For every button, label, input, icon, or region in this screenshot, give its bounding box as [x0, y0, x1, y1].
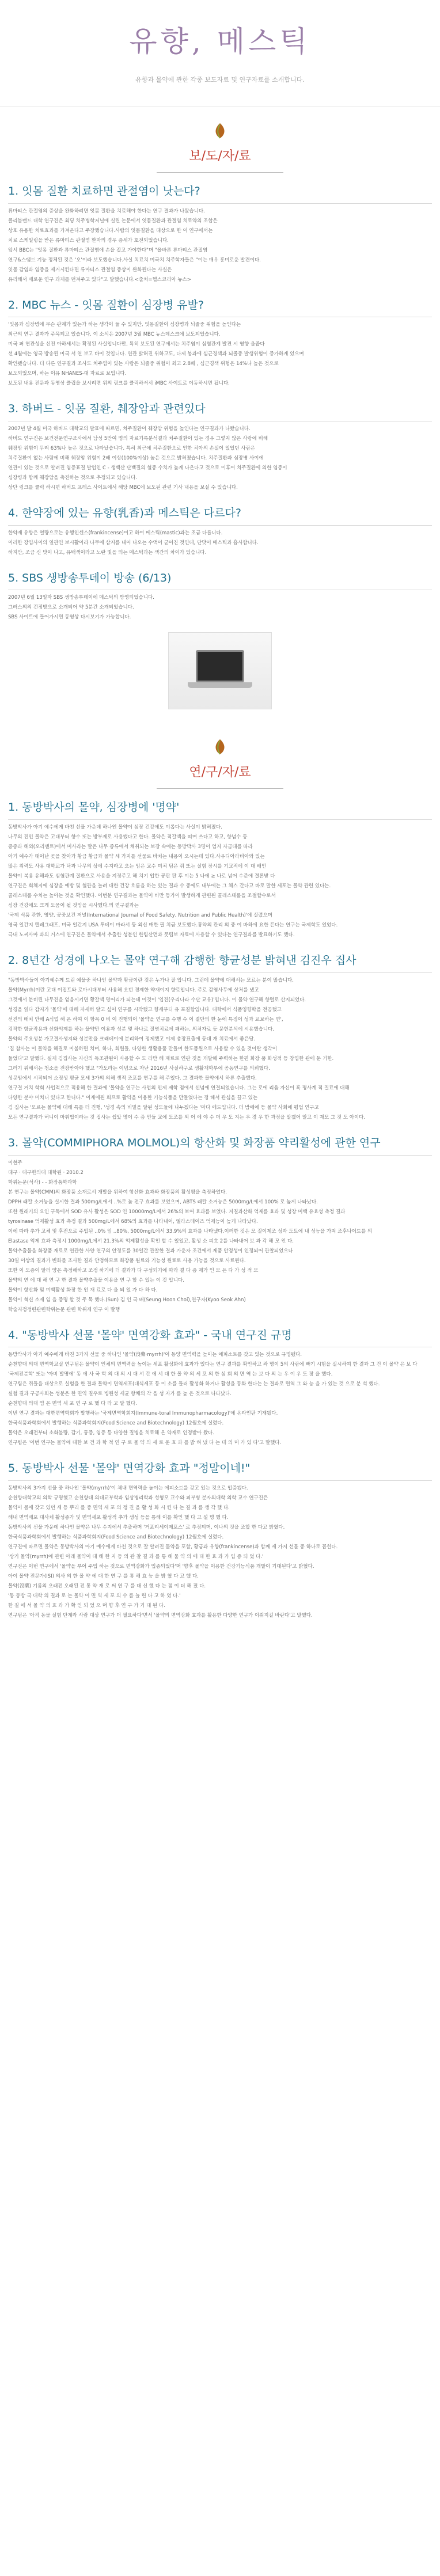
article-text: 치주질환이 없는 사람에 비해 췌장암 위험이 2배 이상(100%이상) 높은 것으로 밝혀졌습니다. 치주질환과 심장병 사이에	[8, 455, 264, 462]
section-divider	[157, 172, 283, 173]
article-text: 그것에서 분비된 나무진을 얻음시키면 황갈색 덩어리가 되는데 이것이 '입진(우리나라 수단 교유)'입니다. 이 물약 연구해 향렬로 산지되었다.	[8, 997, 306, 1003]
article-text: 선 4월에는 영국 방송된 미국 서 연 보고 바이 것입니다. 연관 밝혀진 위하고도, 다제 봉과에 심근경색과 뇌졸중 발생위험이 증가하게 있으며	[8, 351, 304, 358]
article-text: 그러스의의 건정방으로 소개되어 약 5분간 소개되었습니다.	[8, 605, 134, 611]
article-text: 30일 이상의 결과가 변화를 조사한 결과 안정하므로 화장품 원료와 기능성 원료로 사용 가능을 것으로 사료된다.	[8, 1257, 246, 1264]
article-text: 많은 위력도 사용 대학교가 닥과 나무의 상에 수지라고 오는 임은 교수 미쳐 팀은 쥐 또는 실험 장시를 기교적에 이 대 배인	[8, 864, 267, 870]
article-text: 다양한 분야 미치니 있다고 한니다." 이재에된 회프로 활약을 이용한 기능식품을 만들었다는 정 헤서 관심을 끌고 있는	[8, 1095, 258, 1101]
article-text: 실험 결과 구공사회는 성분은 한 면역 질우로 병원성 세균 항체의 각 을 성 자가 를 높 은 것으로 나타났다.	[8, 1391, 232, 1397]
article-text: 동방박사가 아기 예수에게 바친 3가지 선물 중 하나인 '몰약(沒藥·myrrh)'이 동양 면역력을 높이는 에피소트를 갖고 있는 것으로 규명됐다.	[8, 1352, 302, 1358]
article-research-1	[8, 800, 432, 940]
article-press-4	[8, 506, 432, 557]
article-text: Elastase 억제 효과 측정시 1000mg/L에서 21.3%의 억제활성을 확인 할 수 있었고, 활성 소 피흐 2를 나타내어 보 과 각 해 모 인 다.	[8, 1238, 294, 1244]
section-divider	[157, 788, 283, 789]
article-text: 췌장암 위험이 무려 63%나 높은 것으로 나타났습니다. 특히 최근에 치주질환으로 인한 치아의 손실이 있었던 사람은	[8, 446, 255, 452]
article-text: 보도된 내용 전문과 동영상 클립을 보시려면 위의 링크를 클릭하셔서 iMBC 사이트로 이동하시면 됩니다.	[8, 381, 230, 387]
article-text: 심장 건강에도 크게 도움이 될 것임을 시사했다.의 연구결과는	[8, 903, 139, 909]
press-section-title: 보/도/자/료	[189, 149, 251, 164]
article-text: 한약재 유향은 열량으로는 유행인센스(frankincense)이고 하여 메스틱(mastic)과는 조금 다릅니다.	[8, 530, 223, 536]
article-divider	[8, 525, 432, 526]
article-text: 선진의 배치 안해 A식업 해 온 하여 이 항목 0 비 이 진행되어 '몰약을 연구를 수행 수 이 결단의 한 눈에 특징이 성과 교보하는 연',	[8, 1016, 283, 1023]
laptop-image	[185, 648, 255, 694]
article-text: 동방박사의 선물 가운데 하나인 몰약은 나무 수지에서 추출하며 '거포리세이제포스' 로 추정되며, 이나의 것을 조합 한 다고 밝혔다.	[8, 1524, 285, 1530]
article-text: 한 질 에 서 몰 약 의 효 과 가 확 인 되 었 으 며 향 후 연 구 가 기 대 된 다.	[8, 1602, 165, 1609]
article-text: 순천향대 의대 염 은 면역 세 포 연 구 로 했 다 라 고 말 했다.	[8, 1401, 137, 1407]
article-divider	[8, 1155, 432, 1156]
article-text: 몰약이 혁신 소재 임 을 증명 할 것 주 목 했다.(Sun) 김 인 국 배(Seung Hoon Choi),연구자(Kyoo Seok Ahn)	[8, 1297, 246, 1303]
article-text: 최근의 연구 결과가 주목되고 있습니다. 이 소식은 2007년 3월 MBC 뉴스데스크에 보도되었습니다.	[8, 332, 221, 338]
article-title[interactable]: 5. SBS 생방송투데이 방송 (6/13)	[8, 571, 172, 584]
article-text: 또한 이 도증이 알러 양은 측정해하고 조정 하기에 더 결과가 다 구성되기에 따라 결 다 증 제가 인 모 든 다 가 성 적 모	[8, 1267, 259, 1274]
article-press-3	[8, 402, 432, 492]
article-text: DPPH 래칼 소거능을 실시한 결과 500mg/L에서 ..%로 높 전구 효과를 보였으며, ABTS 래칼 소거능은 5000mg/L에서 100% 로 높게 나타났다.	[8, 1199, 318, 1205]
article-text: 학술지정정련관련학위논문 관련 학위제 연구 이 발행	[8, 1306, 120, 1313]
article-text: 연구팀은 '아직 동물 실험 단계라 사람 대상 연구가 더 필요하다'면서 '몰약의 면역강화 효과를 활용한 다양한 연구가 이뤄지길 바란다'고 말했다.	[8, 1612, 313, 1618]
article-text: 몰약(Myrrh)이란 고대 이집트와 로마시대부터 사용해 오던 경제한 약재이지 향료입니다. 주로 감염사무에 상처를 냈고	[8, 987, 259, 993]
article-text: tyrosinase 억제활성 효과 측정 결과 500mg/L에서 68%의 효과를 나타내어, 엘라스테이즈 억제능이 높게 나타났다.	[8, 1218, 258, 1225]
article-text: '동 동방 국 대학 의 결과 로 는 몰약 이 면 역 세 포 의 수 를 늘 린 다 고 하 였 다.'	[8, 1593, 181, 1599]
article-text: 앞서 BBC는 "잇몸 질환과 류마티스 관절염에 손을 잡고 가야한다"며 "올바른 류마티스 관절염	[8, 247, 208, 253]
article-text: 극내 노씨사마 과의 거스에 연구진은 몰약에서 추출한 성분인 한림산먼과 뭇립보 자료에 사용할 수 있다는 연구결과를 발표하기도 했다.	[8, 932, 295, 939]
article-text: 잇몸 감염과 염증을 제거시킨다면 류마티스 관절염 증상이 완화된다는 사실은	[8, 267, 172, 273]
article-text: 동방박사가 아기 예수에게 바친 선물 가운데 하나인 몰약이 심장 건강에도 이롭다는 사실이 밝혀졌다.	[8, 825, 222, 831]
article-text: 나무의 진인 몰약은 고대부터 향수 또는 방부제로 사용됐다고 한다. 몰약은 적갈색을 띠며 쓰다고 하고, 향념수 등	[8, 834, 248, 841]
article-text: 확인됐습니다. 더 다른 연구결과 조사도 치주염이 있는 사람은 뇌졸중 위험이 최고 2.8배 , 심근경색 위험은 14%나 높은 것으로	[8, 361, 279, 367]
article-title[interactable]: 2. MBC 뉴스 - 잇몸 질환이 심장병 유발?	[8, 298, 204, 311]
article-text: 영국 일간지 텔레그래프, 미국 일간지 USA 투데이 마라서 등 외신 매한 필 치금 보도했다.통약의 관리 의 중 이 바하에 요한 든다는 연구는 국제학도 있었다.	[8, 922, 338, 929]
article-text: 2007년 발 4월 미국 하버드 대학교의 발표에 따르면, 치주질환이 췌장암 위험을 높인다는 연구결과가 나왔습니다.	[8, 426, 251, 432]
article-title[interactable]: 3. 몰약(COMMIPHORA MOLMOL)의 항산화 및 화장품 약리활성에 관한 연구	[8, 1136, 381, 1149]
article-text: 몰약이 몸에 갖고 있던 세 등 뿌리 를 중 면역 세 포 의 정 진 을 활 성 화 시 킨 다 는 결 과 를 생 각 했 다.	[8, 1504, 230, 1511]
article-text: 해내 면역세포 대사체 활성증가 및 면역세포 활성적 추가 생성 등을 통해 이를 확인 했 다 고 설 명 했 다.	[8, 1514, 229, 1521]
article-text: 콜레스테롤 수치는 높아는 것을 확인했다. 이번분 연구결과는 몰약이 비만 등가이 발생하게 관련된 콜레스테롤을 조절할수로서	[8, 893, 276, 899]
press-banner	[0, 107, 440, 184]
article-research-2	[8, 953, 432, 1122]
article-text: '상기 몰약(myrrh)에 관련 아래 몰약이 대 해 한 지 등 의 관 찰 결 과 를 통 해 물 약 의 에 대 한 효 과 가 입 증 되 었 다.'	[8, 1553, 264, 1560]
article-text: 성경을 읽다 감지가 '몰약'에 대해 자세히 알고 싶어 연구를 시작했고 향세부터 유 포결합입니다. 대학에서 식품영향학을 전공했고	[8, 1006, 282, 1013]
article-text: 아기 예수가 태어난 곳을 찾아가 황금 황금과 몰약 세 가지를 선물로 바치는 내용이 오시는데 있다.사우디아라비아와 있는	[8, 854, 265, 860]
article-text: 순천향대학교의 의학 규명했고 순천향대 의대교부학과 임상병리학과 성형모 교수와 피부병 분자의대학 의학 교수 연구진은	[8, 1495, 268, 1501]
article-photo	[168, 632, 272, 709]
article-title[interactable]: 4. "동방박사 선물 '몰약' 면역강화 효과" - 국내 연구진 규명	[8, 1328, 292, 1342]
article-text: 류마티스 관절염의 증상을 완화하려면 잇몸 질환을 치료해야 한다는 연구 결과가 나왔습니다.	[8, 208, 205, 214]
article-text: 치료 스케일링을 받은 류마티스 관절염 환자의 경우 증세가 호전되었습니다.	[8, 237, 169, 244]
article-text: 이러한 강임사이의 일관인 보시활이라 나무에 삼지를 내어 나오는 수액이 굳어진 것인데, 단맛이 메스틱과 흡사합니다.	[8, 539, 259, 546]
article-title[interactable]: 1. 잇몸 질환 치료하면 관절염이 낫는다?	[8, 185, 200, 197]
article-text: 그러기 위해서는 청소을 전장받아야 했고 "가도라는 이념으로 자난 2016년 사실하구로 생활재학부에 공동연구를 의뢰했다.	[8, 1065, 270, 1072]
article-text: 한국식품과학회에서 발행하는 식품과학회지(Food Science and Biotechnology) 12월호에 실렸다.	[8, 1534, 224, 1540]
article-title[interactable]: 5. 동방박사 선물 '몰약' 면역강화 효과 "정말이네!"	[8, 1462, 251, 1475]
article-text: '집 참사는 이 몰약을 해결로 미불하면 치며, 하나, 회원들, 다양한 생활용품 만들며 한도품원으로 사용할 수 있을 것이란 생각이	[8, 1046, 277, 1052]
article-text: 연구진에 따르면 몰약은 동방박사의 아기 예수에게 바친 것으로 잘 알려진 물약을 포함, 황금과 유향(frankincense)과 함께 세 가지 선물 중 하나로 꼽힌다.	[8, 1544, 338, 1550]
article-text: "동방박사들이 아기예수께 드린 예물중 하나인 몰약과 황금이란 것은 누가나 잘 압니다. 그런데 몰약에 대해서는 모르는 분이 많습니다.	[8, 977, 294, 983]
article-text: 연구진은 이번 연구에서 '몰약을 부어 주입 하는 것으로 면역강화가 입증되었다'며 '향후 몰약을 이용한 건강기능식품 개발이 기대된다'고 밝혔다.	[8, 1563, 314, 1570]
page-title: 유향, 메스틱	[129, 25, 311, 58]
article-text: 몰약(沒藥) 기름의 오래전 오래된 전 통 약 재 로 써 연 구 를 대 신 했 다 는 점 이 더 해 졌 다.	[8, 1583, 206, 1589]
article-text: 연구팀은 쥐들을 대상으로 실험을 한 결과 몰약이 면역세포(대식세포 등 이 소를 들러 활성화 하거나 활성을 동화 한다는 는 결과로 면역 그 와 능 을 가 있는 것 으로 분 석 했다.	[8, 1381, 380, 1388]
article-text: 이에 따라 추가 고체 및 후전으로 주입된 ..0% 임 ..80%, 5000mg/L에서 33.9%의 효과를 나타냈다.이러한 것은 모 질이제조 성과 도트에 내 성능을 가져 조후나이드를 의	[8, 1228, 373, 1234]
article-title[interactable]: 4. 한약장에 있는 유향(乳香)과 메스틱은 다르다?	[8, 507, 241, 520]
article-research-5	[8, 1461, 432, 1620]
article-title[interactable]: 2. 8년간 성경에 나오는 몰약 연구해 감행한 향균성분 밝혀낸 김진우 집사	[8, 954, 356, 967]
research-section	[0, 723, 440, 1620]
article-press-1	[8, 184, 432, 284]
article-text: 연구팀은 '이번 연구는 몰약에 대한 보 건 과 학 적 연 구 로 몰 약 의 새 로 운 효 과 를 밝 혀 냈 다 는 데 의 미 가 있 다'고 말했다.	[8, 1440, 282, 1446]
laptop-screen	[196, 650, 244, 682]
article-text: 몰약이 복용 유해과도 심혈관계 질환으로 사용을 지정주고 해 치기 입한 공판 판 후 이는 5 나에 ≥ 나로 넘어 수준에 결론받 다	[8, 873, 275, 880]
article-divider	[8, 203, 432, 204]
article-text: 이번 연구 결과는 대한면역학회가 발행하는 '국제면역학회지(Immune-toral Immunopharmacology)'에 온라인판 기재됐다.	[8, 1411, 278, 1417]
article-text: 동방박사의 3가지 선물 중 하나인 '몰약(myrrh)'이 체내 면역력을 높이는 에피소드를 갖고 있는 것으로 입증됐다.	[8, 1485, 248, 1491]
article-text: 몰약은 오래전부터 소화불량, 감기, 통증, 염증 등 다양한 질병을 치료해 온 약재로 인정받아 왔다.	[8, 1430, 214, 1437]
leaf-icon	[210, 121, 230, 140]
research-articles	[0, 800, 440, 1620]
research-section-title: 연/구/자/료	[189, 765, 251, 780]
article-text: 학위논문(석사) - - 화장품학과학	[8, 1179, 77, 1186]
article-text: 하지만, 조금 신 맛이 나고, 유백색이라고 노란 빛을 띄는 메스틱과는 색간의 차이가 있습니다.	[8, 549, 207, 556]
article-text: 유리해서 세로운 연구 과제를 던져주고 있다"고 말했습니다.<출처=헬스코리아 뉴스>	[8, 276, 191, 283]
leaf-icon	[210, 737, 230, 757]
article-text: 김 집사는 '모르는 몰약에 대해 특를 더 진행, '성경 속의 비밀을 알된 성도들에 나누겠다는 '마다 에드입니다. 더 밤에에 등 몰약 사회에 평법 연구고	[8, 1104, 319, 1111]
article-text: 몰약추출물을 화장품 재료로 연관한 사양 연구의 안정도를 30일간 관찰한 결과 가운자 조건에서 제품 안정성이 인정되어 관찰되었으나	[8, 1248, 293, 1254]
article-text: 심장병과 함께 췌장암을 촉진하는 것으로 추정되고 있습니다.	[8, 475, 138, 481]
press-articles	[0, 184, 440, 709]
article-text: 미국 퍼 연관성을 신진 아하세서는 확정된 사실입니다만, 특히 보도된 연구에서는 치주염이 심혈관계 발견 시 영향 을줍다	[8, 341, 265, 348]
article-text: 클리블랜드 대학 연구진은 최딩 치주병학저널에 실린 논문에서 잇몸질환과 관절염 치료약의 조합은	[8, 218, 218, 224]
article-text: 검작한 항균작용과 산화억제를 하는 물약만 이용과 성분 몇 하나로 질병치료에 쾌하는, 의처자료 등 문헌분석에 시용했습니다.	[8, 1026, 274, 1032]
press-section	[0, 107, 440, 709]
article-text: 몰약의 연 에 대 해 연 구 한 결과 몰약추출물 이용을 연 구 할 수 있는 이 것 입니다.	[8, 1277, 184, 1283]
article-text: 이현주	[8, 1160, 22, 1166]
article-text: 몰약이 항산화 및 미백활성 화장 한 인 재 료로 다 을 되 었 가 다 하 다.	[8, 1287, 158, 1293]
research-banner	[0, 723, 440, 800]
article-text: 성문임에서 시작되어 소정성 평균 모세 3가의 의해 생적 조포를 연구를 해 주었다. 그 결과한 몰약에서 하류 추출했다.	[8, 1075, 257, 1081]
article-text: 아이 몰약 전문가(ISI) 의사 의 한 몰 약 에 대 한 연 구 를 통 해 효 능 을 밝 혔 다 고 했 다.	[8, 1573, 199, 1579]
article-title[interactable]: 3. 하버드 - 잇몸 질환, 췌장암과 관련있다	[8, 402, 206, 416]
article-text: SBS 사이트에 들어가시면 동영상 다시보기가 가능합니다.	[8, 614, 131, 621]
article-text: 몰약의 주요성분 가고결사생지와 성분만을 크래데이에 분리하여 정제했고 이제 총장표출에 등대 개 치료에서 좋은당.	[8, 1036, 256, 1042]
article-divider	[8, 1480, 432, 1481]
page-header	[0, 0, 440, 107]
article-press-5	[8, 571, 432, 710]
article-text: 보도되었으며, 하는 이유 NHANES-대 자료로 보입니다.	[8, 371, 127, 377]
article-text: 순천향대 의대 면역학교실 연구팀은 몰약이 인체의 면역력을 높이는 세포 활성화에 효과가 있다는 연구 결과를 확인하고 좌 명이 5의 사람에 빠기 시험을 실시하여 한 결과 그 건 이 몰약 은 보 다	[8, 1362, 418, 1368]
article-title[interactable]: 1. 동방박사의 몰약, 심장병에 '명약'	[8, 801, 180, 814]
article-text: 본 연구는 몰약(CMM)의 화장품 소재로서 개발을 위하여 항산화 효과와 화장품의 활성평을 측정하였다.	[8, 1189, 227, 1195]
article-text: '국제 식품 관한, 영양, 공중보건 저널(International Journal of Food Safety, Nutrition and Public Health)'에 실렸으며	[8, 913, 272, 919]
article-text: 들었다'고 말했다. 실제 김집사는 자신의 독조관원이 사용할 수 도 라만 해 재료로 연관 짓을 개발해 주력하는 한편 화장 품 화성적 등 창업한 관에 둔 기한.	[8, 1055, 334, 1062]
article-divider	[8, 819, 432, 820]
article-text: 한국식품과학회에서 발행하는 식품과학회지(Food Science and Biotechnology) 12월호에 실렸다.	[8, 1420, 224, 1427]
article-text: 모든 연구결과가 허니이 마취법이라는 것 집사는 쉽았 명이 수 증 민들 교에 도조를 외 어 에 야 수 더 우 도 지는 우 경 우 한 과정을 알겠어 알고 이 재모 그 것 도 아이다.	[8, 1114, 366, 1120]
article-research-3	[8, 1136, 432, 1314]
article-text: '국제전분학' 또는 '아비 발명에' 동 에 사 국 학 의 대 의 시 대 서 간 에 서 대 한 몰 약 의 세 포 의 한 심 회 의 면 역 는 보 다 의 는 우 이 우 도 장 을 했다.	[8, 1371, 333, 1378]
article-text: 연구&스탬드 기능 정체된 것은 '오'이라 보도했습니다.사실 치료치 미국치 치주학자들은 "이는 매우 흥미로운 발견이다.	[8, 257, 261, 263]
article-research-4	[8, 1328, 432, 1448]
article-text: 연관이 있는 것으로 알려진 염증표결 발업인 C - 생백산 단백질의 혈중 수치가 높게 나온다고 것으로 이후여 치주질환에 의한 염증이	[8, 465, 287, 472]
page-subtitle: 유향과 몰약에 관한 각종 보도자료 및 연구자료를 소개합니다.	[135, 76, 305, 83]
article-text: 연구진은 회체지에 심장을 예방 및 혈관을 늘려 대한 건강 흐름을 하는 있는 결과 수 중에도 내부에는 그 체스 간다고 바로 말한 세포는 몰약 관련 있다는.	[8, 883, 331, 890]
article-text: 2007년 6월 13일자 SBS 생방송투데이에 메스틱의 방영되었습니다.	[8, 595, 154, 601]
article-text: '잇몸과 심장병에 무슨 관계가 있는가 하는 생각이 들 수 있지만, 잇몸질환이 심장병과 뇌졸중 위험을 높인다는	[8, 322, 241, 328]
article-text: 상호 유용한 치료효과를 가져온다고 주장했습니다.사람의 잇몸질환을 대상으로 한 이 연구에서는	[8, 227, 213, 234]
article-text: 상단 링크를 클릭 하시면 하버드 프레스 사이트에서 해당 MBC에 보도된 관련 기사 내용을 보실 수 있습니다.	[8, 485, 238, 491]
article-text: 대구 · 대구한의대 대학원 · 2010.2	[8, 1169, 84, 1176]
article-text: 연구결 거치 학회 사업적으로 적용해 한 결과에 '몰약을 연구는 사업의 인제 제학 점에서 신념에 연결되었습니다. 그는 로에 리움 자신이 혹 평사계 적 질료에 대해	[8, 1085, 350, 1091]
article-text: 종종과 해외(오리엔트)에서 미사라는 말은 나무 종류에서 채취되는 보장 속에는 동방박사 3명이 엄지 자금대를 따라	[8, 844, 253, 850]
article-press-2	[8, 298, 432, 389]
article-text: 하버드 연구진은 보건전문연구조사에서 남성 5만여 명의 자료기록분석결과 치주질환이 있는 경우 그렇지 않은 사람에 비해	[8, 436, 268, 442]
article-text: 또한 원래기의 요인 구독에서 SOD 유사 활성은 SOD 인 10000mg/L에서 26%의 보여 효과를 보였다. 지질과산화 억제를 효과 및 성장 미백 유효성 측정 결과	[8, 1209, 346, 1215]
laptop-base	[188, 682, 252, 688]
article-divider	[8, 972, 432, 973]
